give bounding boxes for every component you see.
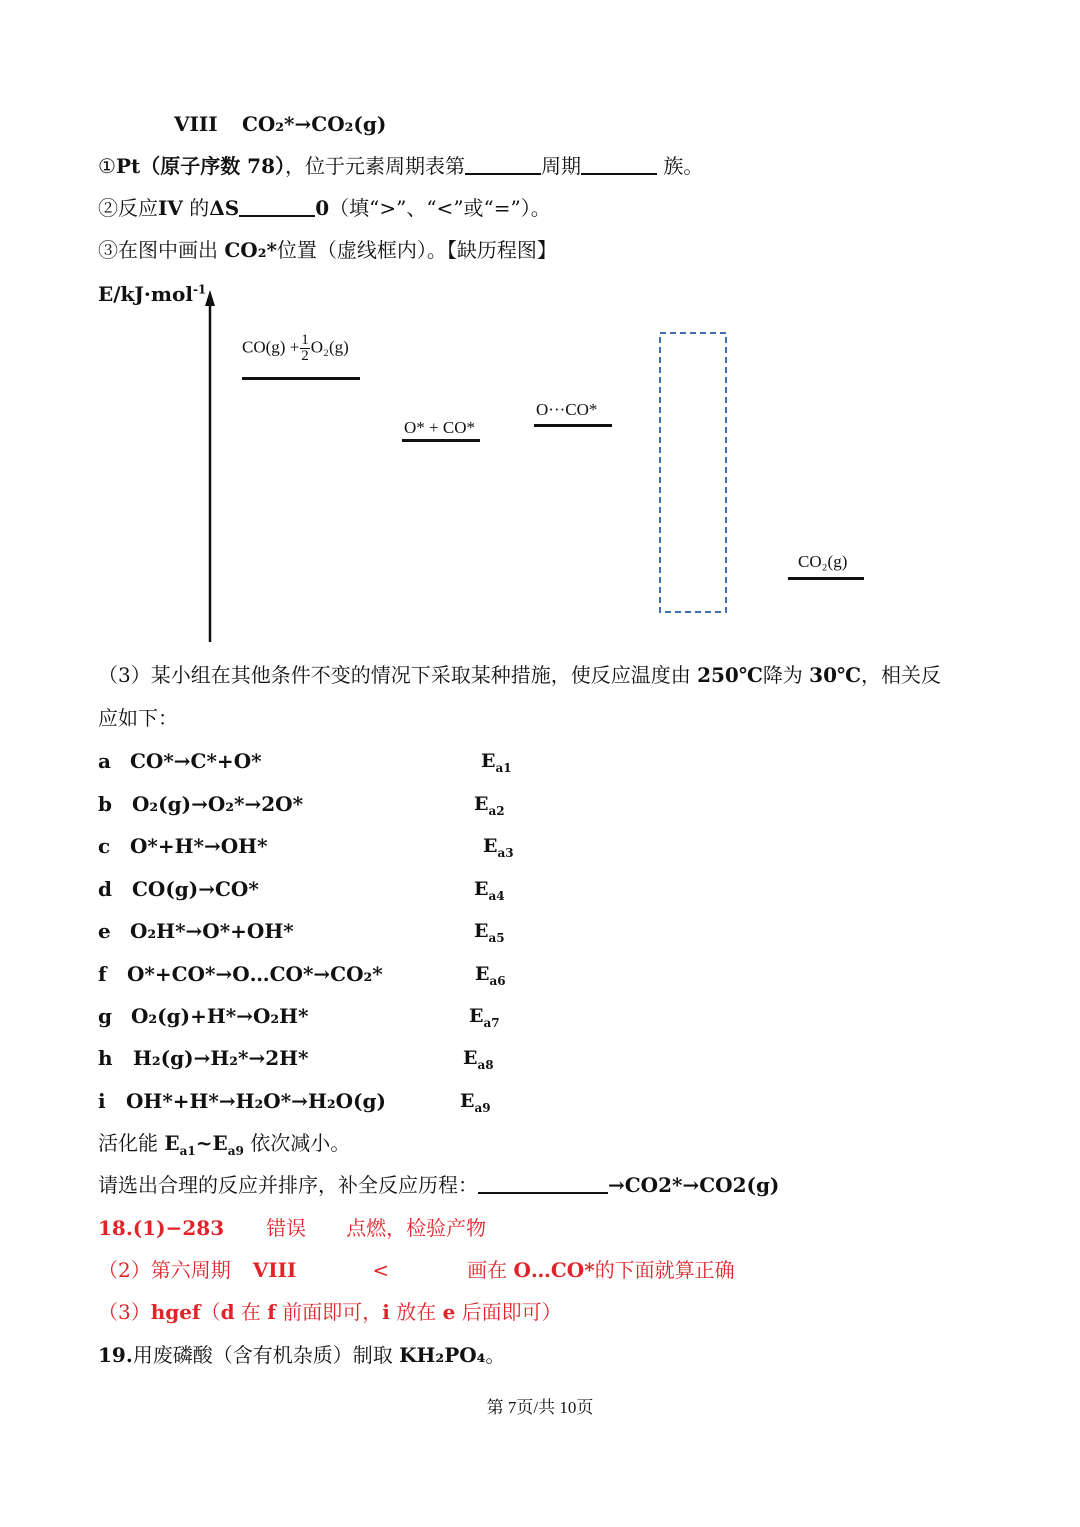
ans-18-1: 18.(1)−283 [98, 1216, 225, 1240]
reaction-equation: O₂H*→O*+OH* [130, 919, 294, 943]
ea-symbol: E [460, 1090, 475, 1112]
ans-before: 前面即可， [275, 1300, 383, 1324]
activation-energy [481, 747, 512, 775]
activation-energy [475, 960, 506, 988]
act-e9: ~E [195, 1131, 228, 1155]
order-prompt [98, 1171, 779, 1199]
q3-text: ③在图中画出 [98, 238, 225, 262]
p3-text-c: ，相关反 [860, 663, 941, 687]
roman-label: VIII [174, 112, 218, 136]
ea-symbol: E [483, 835, 498, 857]
q2-de: 的 [182, 196, 210, 220]
y-axis-text: E/kJ·mol [98, 282, 193, 306]
q1-text: ，位于元素周期表第 [285, 154, 466, 178]
ea-symbol: E [475, 963, 490, 985]
order-tail: →CO2*→CO2(g) [608, 1173, 780, 1197]
ea-symbol: E [469, 1005, 484, 1027]
ea-symbol: E [474, 793, 489, 815]
ans-d: d [220, 1300, 235, 1324]
reaction-key: b [98, 792, 112, 816]
pt-text: Pt（原子序数 78） [115, 154, 286, 178]
activation-energy [483, 832, 514, 860]
q2-delta: ΔS [209, 196, 240, 220]
ans-o-co: O…CO* [513, 1258, 595, 1282]
ea-subscript: a6 [489, 973, 506, 988]
reaction-equation: O₂(g)+H*→O₂H* [131, 1004, 309, 1028]
ea-symbol: E [474, 920, 489, 942]
activation-energy [469, 1002, 500, 1030]
q1-group: 族。 [657, 154, 704, 178]
dashed-box [660, 333, 726, 612]
reaction-equation: O*+H*→OH* [130, 834, 268, 858]
label-co-o2 [242, 333, 349, 364]
reaction-equation: O*+CO*→O…CO*→CO₂* [127, 962, 383, 986]
q19-formula: KH₂PO₄ [399, 1343, 486, 1367]
label-o2-g: O₂(g) [310, 337, 349, 357]
activation-energy [460, 1087, 491, 1115]
reaction-key: g [98, 1004, 112, 1028]
answer-line-1 [98, 1214, 486, 1242]
ans-hgef: hgef [150, 1300, 201, 1324]
reaction-key: h [98, 1046, 113, 1070]
part3-line1 [98, 661, 941, 689]
q2-roman: IV [158, 196, 183, 220]
activation-line [98, 1129, 350, 1157]
reaction-key: c [98, 834, 111, 858]
part3-line2: 应如下： [98, 706, 178, 730]
answer-line-2 [98, 1256, 735, 1284]
ans-less: < [372, 1258, 390, 1282]
reaction-key: d [98, 877, 112, 901]
ans-wrong: 错误 [266, 1216, 307, 1240]
level-o-dots-co [534, 424, 612, 427]
label-o-co: O* + CO* [404, 418, 475, 437]
reaction-key: e [98, 919, 111, 943]
viii-equation: CO₂*→CO₂(g) [241, 112, 387, 136]
ans-f: f [267, 1300, 276, 1324]
ea-subscript: a9 [474, 1100, 491, 1115]
fraction-half [300, 333, 310, 364]
q2-fill: （填“>”、“<”或“=”）。 [329, 196, 551, 220]
ans-correct: 的下面就算正确 [594, 1258, 735, 1282]
ans-3: （3） [98, 1300, 151, 1324]
activation-energy [463, 1044, 494, 1072]
order-text: 请选出合理的反应并排序，补全反应历程： [98, 1173, 478, 1197]
level-co-o2 [242, 377, 360, 380]
ans-after: 后面即可） [455, 1300, 562, 1324]
blank-order[interactable] [478, 1172, 608, 1194]
ans-draw: 画在 [467, 1258, 514, 1282]
ea-subscript: a3 [497, 845, 514, 860]
reaction-key: f [98, 962, 107, 986]
ea-symbol: E [463, 1047, 478, 1069]
label-co-g: CO(g) + [242, 337, 300, 357]
q19-num: 19. [98, 1343, 133, 1367]
y-axis-arrow [205, 290, 215, 306]
reaction-key: a [98, 749, 111, 773]
ea-subscript: a2 [488, 803, 505, 818]
frac-num: 1 [301, 332, 309, 348]
q3-co2: CO₂* [224, 238, 277, 262]
reaction-key: i [98, 1089, 106, 1113]
reaction-equation: CO*→C*+O* [130, 749, 262, 773]
act-text: 活化能 [98, 1131, 165, 1155]
q19-end: 。 [485, 1343, 506, 1367]
act-end: 依次减小。 [243, 1131, 351, 1155]
ea-subscript: a5 [488, 930, 505, 945]
ea-subscript: a7 [483, 1015, 500, 1030]
q2-text: ②反应 [98, 196, 158, 220]
level-co2 [788, 577, 864, 580]
reaction-equation: H₂(g)→H₂*→2H* [133, 1046, 309, 1070]
activation-energy [474, 917, 505, 945]
reaction-equation: OH*+H*→H₂O*→H₂O(g) [126, 1089, 386, 1113]
p3-t2: 30℃ [809, 663, 861, 687]
ans-paren: （ [200, 1300, 221, 1324]
ea-symbol: E [474, 878, 489, 900]
ea-subscript: a1 [495, 760, 512, 775]
ans-group: VIII [252, 1258, 297, 1282]
ans-period: （2）第六周期 [98, 1258, 231, 1282]
ans-i: i [382, 1300, 390, 1324]
page-footer: 第 7页/共 10页 [486, 1398, 594, 1417]
ea-symbol: E [481, 750, 496, 772]
ea-subscript: a4 [488, 888, 505, 903]
activation-energy [474, 875, 505, 903]
p3-t1: 250℃ [697, 663, 763, 687]
ans-ignite: 点燃，检验产物 [346, 1216, 487, 1240]
frac-den: 2 [301, 348, 309, 364]
q1-period: 周期 [541, 154, 582, 178]
q3-rest: 位置（虚线框内）。【缺历程图】 [276, 238, 557, 262]
p3-text-b: 降为 [762, 663, 810, 687]
p3-text-a: （3）某小组在其他条件不变的情况下采取某种措施，使反应温度由 [98, 663, 698, 687]
act-sub9: a9 [227, 1144, 244, 1158]
label-co2: CO₂(g) [798, 552, 848, 571]
ans-zai: 在 [234, 1300, 268, 1324]
act-sub1: a1 [179, 1144, 196, 1158]
q19-text: 用废磷酸（含有机杂质）制取 [132, 1343, 400, 1367]
level-o-co [402, 439, 480, 442]
y-axis-sup: -1 [192, 282, 207, 297]
energy-diagram [0, 0, 1080, 660]
ea-subscript: a8 [477, 1057, 494, 1072]
activation-energy [474, 790, 505, 818]
ans-place: 放在 [389, 1300, 443, 1324]
q2-zero: 0 [315, 196, 330, 220]
reaction-equation: O₂(g)→O₂*→2O* [132, 792, 304, 816]
reaction-equation: CO(g)→CO* [132, 877, 259, 901]
ans-e: e [442, 1300, 456, 1324]
question-19 [98, 1341, 505, 1369]
answer-line-3 [98, 1298, 562, 1326]
act-e1: E [164, 1131, 180, 1155]
circle-number: ① [98, 154, 116, 178]
label-o-dots-co: O···CO* [536, 400, 598, 419]
